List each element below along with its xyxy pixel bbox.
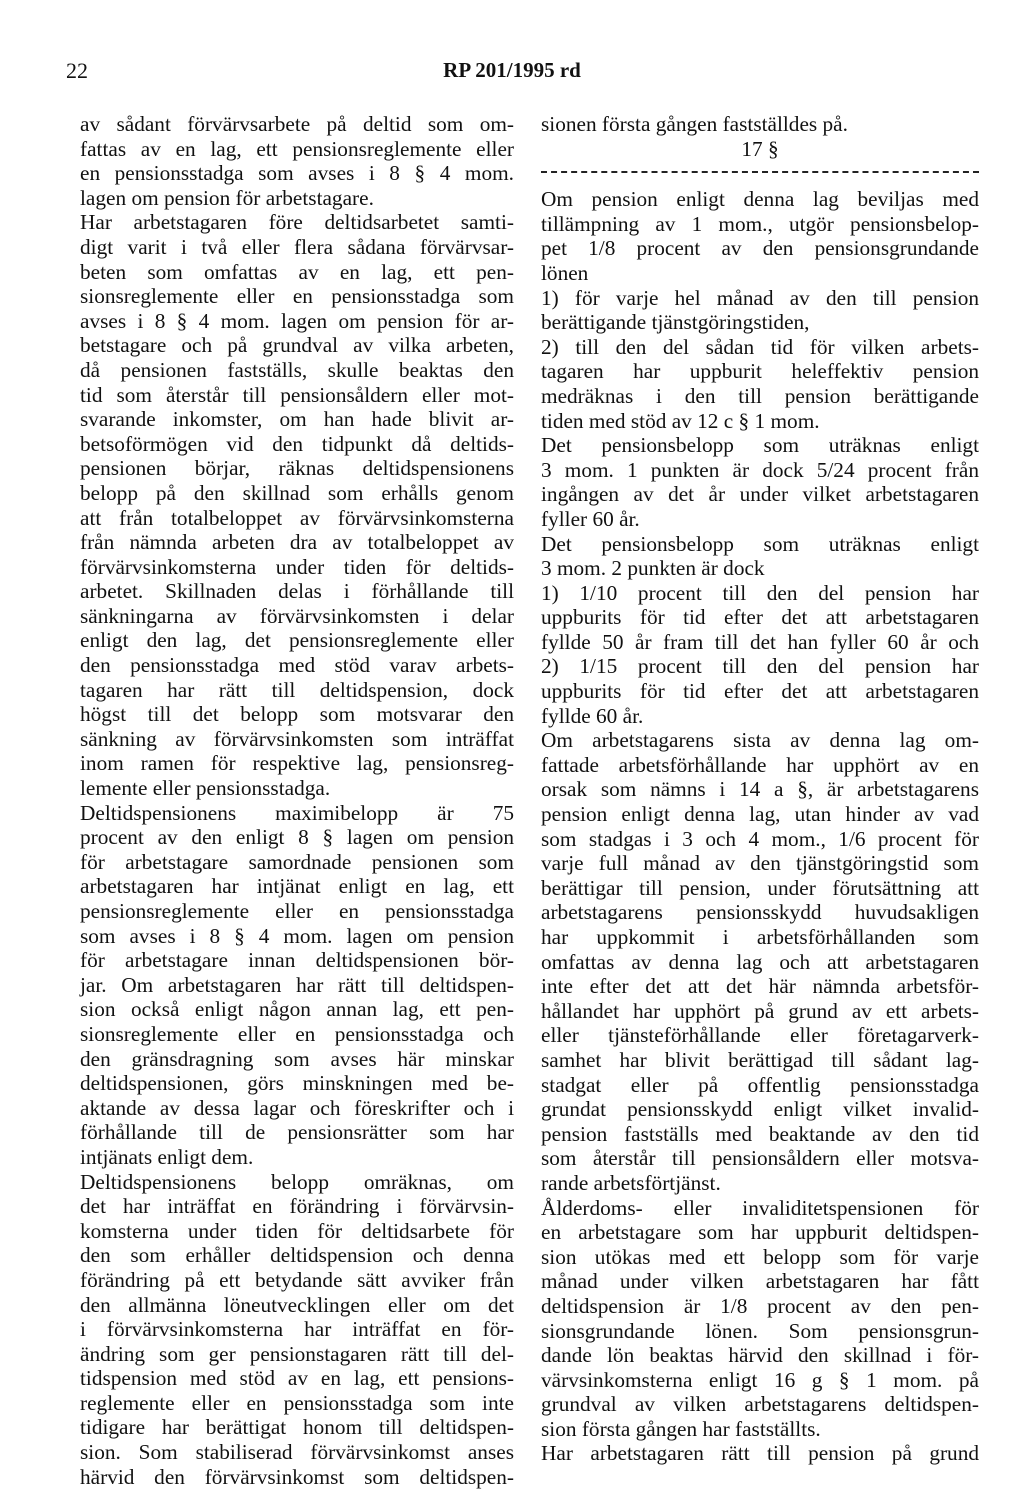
- text-line: sionen första gången fastställdes på.: [541, 112, 848, 136]
- text-line: 3 mom. 1 punkten är dock 5/24 procent från: [541, 457, 979, 482]
- section-heading: 17 §: [741, 136, 779, 161]
- text-line: ingången av det år under vilket arbetstagaren: [541, 482, 979, 507]
- text-line: 1) 1/10 procent till den del pension har: [541, 580, 979, 605]
- text-line: sion. Som stabiliserad förvärvsinkomst anses: [80, 1440, 514, 1465]
- text-line: sionsgrundande lönen. Som pensionsgrun-: [541, 1318, 979, 1343]
- text-line: betsoförmögen vid den tidpunkt då deltids-: [80, 431, 514, 456]
- text-line: tid som återstår till pensionsåldern eller mot-: [80, 382, 514, 407]
- text-line: deltidspensionen, görs minskningen med be-: [80, 1071, 514, 1096]
- text-line: pensionen börjar, räknas deltidspensionens: [80, 456, 514, 481]
- text-line: berättigar till pension, under förutsättning att: [541, 875, 979, 900]
- text-line: grundat pensionsskydd enligt vilket invalid-: [541, 1097, 979, 1122]
- text-line: 1) för varje hel månad av den till pension: [541, 285, 979, 310]
- text-line: lemente eller pensionsstadga.: [80, 776, 331, 801]
- text-line: ändring som ger pensionstagaren rätt till del-: [80, 1341, 514, 1366]
- text-line: beten som omfattas av en lag, ett pen-: [80, 259, 514, 284]
- text-line: arbetet. Skillnaden delas i förhållande till: [80, 579, 514, 604]
- text-line: arbetstagaren har intjänat enligt en lag, ett: [80, 874, 514, 899]
- text-line: en pensionsstadga som avses i 8 § 4 mom.: [80, 161, 514, 186]
- text-line: uppburits för tid efter det att arbetstagaren: [541, 605, 979, 630]
- text-line: förvärvsinkomsterna under tiden för deltids-: [80, 554, 514, 579]
- text-line: fattas av en lag, ett pensionsreglemente eller: [80, 136, 514, 161]
- text-line: hållandet har upphört på grund av ett arbets-: [541, 998, 979, 1023]
- text-line: sion första gången har fastställts.: [541, 1416, 821, 1441]
- text-line: det har inträffat en förändring i förvärvsin-: [80, 1194, 514, 1219]
- text-line: medräknas i den till pension berättigande: [541, 383, 979, 408]
- text-line: belopp på den skillnad som erhålls genom: [80, 480, 514, 505]
- text-line: Deltidspensionens maximibelopp är 75: [80, 800, 514, 825]
- text-line: fyllde 60 år.: [541, 703, 644, 728]
- text-line: fattade arbetsförhållande har upphört av en: [541, 752, 979, 777]
- right-text-column: [541, 112, 979, 1466]
- page-number: 22: [66, 58, 88, 83]
- text-line: tidigare har berättigat honom till deltidspen-: [80, 1415, 514, 1440]
- text-line: fyller 60 år.: [541, 506, 640, 531]
- text-line: inom ramen för respektive lag, pensionsreg-: [80, 751, 514, 776]
- text-line: Ålderdoms- eller invaliditetspensionen för: [541, 1195, 979, 1220]
- text-line: härvid den förvärvsinkomst som deltidspen-: [80, 1464, 514, 1489]
- text-line: tillämpning av 1 mom., utgör pensionsbelop-: [541, 211, 979, 236]
- text-line: uppburits för tid efter det att arbetstagaren: [541, 679, 979, 704]
- text-line: sionsreglemente eller en pensionsstadga och: [80, 1021, 514, 1046]
- text-line: digt varit i två eller flera sådana förvärvsar-: [80, 234, 514, 259]
- running-title: RP 201/1995 rd: [443, 58, 581, 82]
- text-line: Deltidspensionens belopp omräknas, om: [80, 1169, 514, 1194]
- text-line: enligt den lag, det pensionsreglemente eller: [80, 628, 514, 653]
- text-line: pet 1/8 procent av den pensionsgrundande: [541, 236, 979, 261]
- text-line: att från totalbeloppet av förvärvsinkomsterna: [80, 505, 514, 530]
- text-line: för arbetstagare innan deltidspensionen bör-: [80, 948, 514, 973]
- text-line: 2) 1/15 procent till den del pension har: [541, 654, 979, 679]
- text-line: procent av den enligt 8 § lagen om pension: [80, 825, 514, 850]
- text-line: tagaren har uppburit heleffektiv pension: [541, 359, 979, 384]
- text-line: arbetstagarens pensionsskydd huvudsakligen: [541, 900, 979, 925]
- omitted-text-separator: [541, 171, 979, 173]
- text-line: har uppkommit i arbetsförhållanden som: [541, 925, 979, 949]
- text-line: deltidspension är 1/8 procent av den pen-: [541, 1293, 979, 1318]
- text-line: Om pension enligt denna lag beviljas med: [541, 187, 979, 212]
- text-line: från nämnda arbeten dra av totalbeloppet av: [80, 530, 514, 555]
- text-line: betstagare och på grundval av vilka arbeten,: [80, 333, 514, 358]
- text-line: varje full månad av den tjänstgöringstid som: [541, 851, 979, 876]
- text-line: eller tjänsteförhållande eller företagarverk-: [541, 1023, 979, 1048]
- text-line: sionsreglemente eller en pensionsstadga som: [80, 284, 514, 309]
- text-line: 3 mom. 2 punkten är dock: [541, 556, 765, 581]
- text-line: berättigande tjänstgöringstiden,: [541, 310, 810, 335]
- text-line: i förvärvsinkomsterna har inträffat en för-: [80, 1317, 514, 1342]
- text-line: inte efter det att det här nämnda arbetsför-: [541, 974, 979, 999]
- text-line: jar. Om arbetstagaren har rätt till deltidspen-: [80, 972, 514, 997]
- text-line: Har arbetstagaren rätt till pension på grund: [541, 1441, 979, 1466]
- text-line: aktande av dessa lagar och föreskrifter och i: [80, 1095, 514, 1120]
- text-line: sänkningarna av förvärvsinkomsten i delar: [80, 603, 514, 628]
- text-line: rande arbetsförtjänst.: [541, 1170, 721, 1195]
- text-line: komsterna under tiden för deltidsarbete för: [80, 1218, 514, 1243]
- text-line: som återstår till pensionsåldern eller motsva-: [541, 1146, 979, 1171]
- text-line: tidspension med stöd av en lag, ett pensions-: [80, 1366, 514, 1391]
- text-line: svarande inkomster, om han hade blivit ar-: [80, 407, 514, 432]
- text-line: orsak som nämns i 14 a §, är arbetstagarens: [541, 777, 979, 802]
- text-line: Har arbetstagaren före deltidsarbetet samti-: [80, 210, 514, 235]
- text-line: den som erhåller deltidspension och denna: [80, 1243, 514, 1268]
- text-line: den allmänna löneutvecklingen eller om det: [80, 1292, 514, 1317]
- text-line: då pensionen fastställs, skulle beaktas den: [80, 357, 514, 382]
- left-text-column: [80, 112, 514, 1489]
- text-line: avses i 8 § 4 mom. lagen om pension för ar-: [80, 308, 514, 333]
- right-column-intro: [541, 112, 979, 161]
- text-line: tiden med stöd av 12 c § 1 mom.: [541, 408, 820, 433]
- text-line: tagaren har rätt till deltidspension, dock: [80, 677, 514, 702]
- text-line: intjänats enligt dem.: [80, 1144, 254, 1169]
- text-line: sion utökas med ett belopp som för varje: [541, 1244, 979, 1269]
- text-line: lönen: [541, 260, 589, 285]
- text-line: den pensionsstadga med stöd varav arbets-: [80, 653, 514, 678]
- text-line: sion också enligt någon annan lag, ett pen-: [80, 997, 514, 1022]
- text-line: fyllde 50 år fram till det han fyller 60 år och: [541, 629, 979, 654]
- text-line: högst till det belopp som motsvarar den: [80, 702, 514, 727]
- text-line: pension enligt denna lag, utan hinder av vad: [541, 802, 979, 827]
- text-line: grundval av vilken arbetstagarens deltidspen-: [541, 1392, 979, 1417]
- text-line: pension fastställs med beaktande av den tid: [541, 1121, 979, 1146]
- text-line: lagen om pension för arbetstagare.: [80, 185, 374, 210]
- text-line: som avses i 8 § 4 mom. lagen om pension: [80, 923, 514, 948]
- text-line: Om arbetstagarens sista av denna lag om-: [541, 728, 979, 753]
- text-line: för arbetstagare samordnade pensionen som: [80, 849, 514, 874]
- text-line: pensionsreglemente eller en pensionsstadga: [80, 899, 514, 923]
- text-line: värvsinkomsterna enligt 16 g § 1 mom. på: [541, 1367, 979, 1392]
- text-line: stadgat eller på offentlig pensionsstadga: [541, 1072, 979, 1097]
- text-line: sänkning av förvärvsinkomsten som inträffat: [80, 726, 514, 751]
- text-line: 2) till den del sådan tid för vilken arbets-: [541, 334, 979, 359]
- text-line: omfattas av denna lag och att arbetstagaren: [541, 949, 979, 974]
- page-header: [0, 58, 1024, 88]
- text-line: förhållande till de pensionsrätter som har: [80, 1120, 514, 1145]
- text-line: samhet har blivit berättigad till sådant lag-: [541, 1047, 979, 1072]
- text-line: som stadgas i 3 och 4 mom., 1/6 procent för: [541, 826, 979, 851]
- text-line: av sådant förvärvsarbete på deltid som om-: [80, 112, 514, 136]
- text-line: reglemente eller en pensionsstadga som inte: [80, 1390, 514, 1415]
- text-line: Det pensionsbelopp som uträknas enligt: [541, 531, 979, 556]
- text-line: månad under vilken arbetstagaren har fått: [541, 1269, 979, 1294]
- text-line: Det pensionsbelopp som uträknas enligt: [541, 433, 979, 458]
- text-line: en arbetstagare som har uppburit deltidspen-: [541, 1220, 979, 1245]
- text-line: förändring på ett betydande sätt avviker från: [80, 1267, 514, 1292]
- right-column-body: [541, 187, 979, 1466]
- text-line: den gränsdragning som avses här minskar: [80, 1046, 514, 1071]
- text-line: dande lön beaktas härvid den skillnad i för-: [541, 1343, 979, 1368]
